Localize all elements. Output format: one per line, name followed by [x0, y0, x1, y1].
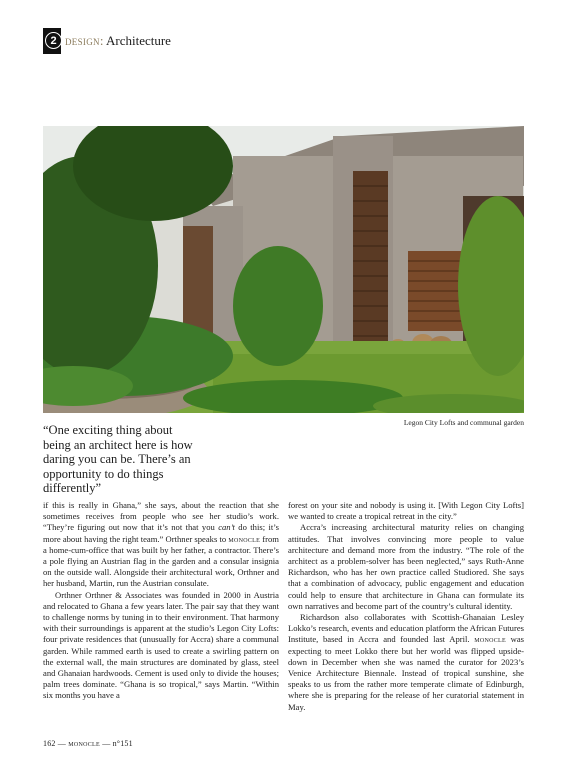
brand-name: monocle: [228, 533, 261, 544]
photo-illustration: [43, 126, 524, 413]
brand-name: monocle: [474, 634, 506, 645]
pull-quote: “One exciting thing about being an architect here is how daring you can be. There’s an opportunity to do things differently”: [43, 423, 193, 495]
section-kicker: design: [65, 33, 100, 48]
body-paragraph: Accra’s increasing architectural maturity relies on changing attitudes. That involves convincing more people to value architecture and demand more from the industry. “The role of the architect as a problem-solver has been neglected,” says Ruth-Anne Richardson, who has her own practice called Studiored. She says that a combination of advocacy, public engagement and education could help to ensure that architecture in Ghana can formulate its own narratives and become part of the country’s cultural identity.: [288, 522, 524, 611]
section-colon: :: [99, 33, 104, 48]
folio-brand: monocle: [68, 739, 100, 748]
body-paragraph: [43, 500, 279, 590]
body-paragraph: [288, 612, 524, 713]
body-paragraph: forest on your site and nobody is using it. [With Legon City Lofts] we wanted to create a tropical retreat in the city.”: [288, 500, 524, 522]
body-text: Richardson also collaborates with Scottish-Ghanaian Lesley Lokko’s research, events and education platform the African Futures Institute, based in Accra and founded last April.: [288, 612, 524, 645]
body-text: from a home-cum-office that was built by her father, a contractor. There’s a pole flying an Austrian flag in the garden and a consular insignia on the outside wall. Alongside their architectural work, Orthner and her husband, Martin, run the Austrian consulate.: [43, 533, 279, 589]
page-folio: [43, 739, 133, 748]
body-text: if this is really in Ghana,” she says, about the reaction that she sometimes receives from people who see her studio’s work. “They’re figuring out now that it’s not that you: [43, 500, 279, 533]
body-column-left: [43, 500, 279, 702]
folio-separator: —: [55, 739, 69, 748]
body-text: was expecting to meet Lokko there but her world was flipped upside-down in December when she was named the curator for 2023’s Venice Architecture Biennale. Instead of tropical sunshine, she speaks to us from the rather more temperate climate of Edinburgh, where she is preparing for the release of her curatorial statement in May.: [288, 634, 525, 712]
issue-number: n°151: [112, 739, 133, 748]
section-label: [65, 33, 171, 49]
page-number: 162: [43, 739, 56, 748]
section-title: Architecture: [105, 33, 171, 48]
body-emphasis: can’t: [218, 522, 235, 533]
architecture-photo: [43, 126, 524, 413]
section-number-badge: 2: [45, 32, 62, 49]
body-column-right: [288, 500, 524, 713]
photo-caption: Legon City Lofts and communal garden: [403, 418, 524, 427]
body-text: do this; it’s more about having the right team.” Orthner speaks to: [43, 522, 279, 544]
body-paragraph: Orthner Orthner & Associates was founded in 2000 in Austria and relocated to Ghana a few years later. The pair say that they want to challenge norms by tuning in to their environment. That harmony with their surroundings is apparent at the studio’s Legon City Lofts: four private residences that (unusually for Accra) share a communal garden. While rammed earth is used to create a swirling pattern on the external wall, the main structures are dominated by glass, steel and Ghanaian hardwoods. Cement is used only to divide the houses; palm trees dominate. “Ghana is so tropical,” says Martin. “Within six months you have a: [43, 589, 279, 701]
folio-separator: —: [100, 739, 113, 748]
